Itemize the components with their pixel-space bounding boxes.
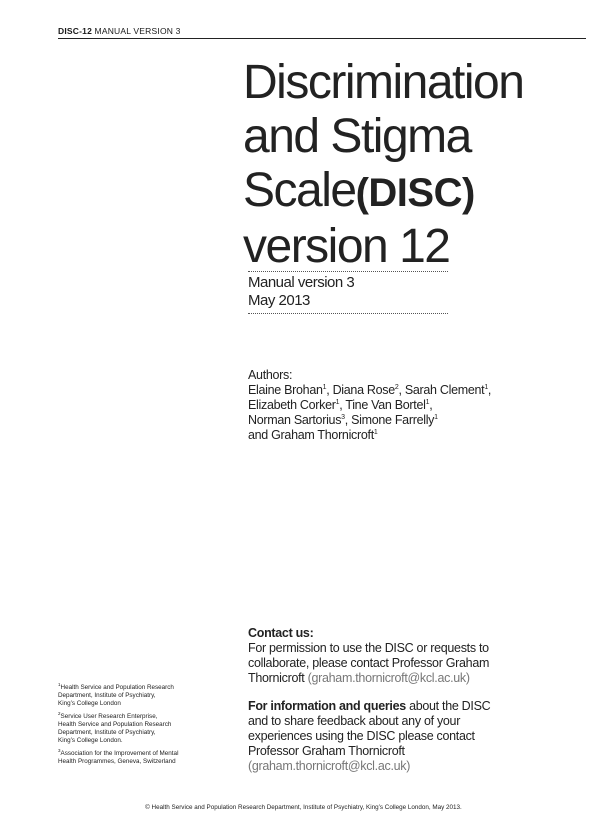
manual-date: May 2013 [248, 292, 310, 309]
contact-text [248, 671, 538, 686]
author-text: , Sarah Clement [398, 383, 485, 397]
header-version: MANUAL VERSION 3 [92, 26, 181, 36]
footnote-text: King’s College London [58, 700, 121, 707]
footnote-marker: 2 [58, 710, 61, 716]
contact-name: Thornicroft [248, 671, 308, 685]
affiliation-marker: 3 [341, 413, 345, 421]
affiliation-marker: 1 [434, 413, 438, 421]
author-text: Elizabeth Corker [248, 398, 336, 412]
footnote-3 [58, 747, 208, 766]
footnote-text: Department, Institute of Psychiatry, [58, 692, 156, 699]
footnote-2 [58, 710, 208, 745]
contact-text: collaborate, please contact Professor Graham [248, 656, 490, 670]
contact-email-link[interactable]: (graham.thornicroft@kcl.ac.uk) [307, 671, 470, 685]
affiliation-marker: 1 [335, 398, 340, 406]
manual-version-block [248, 271, 448, 314]
info-email-link[interactable]: (graham.thornicroft@kcl.ac.uk) [248, 759, 411, 773]
footnote-marker: 3 [58, 747, 61, 753]
info-text [248, 699, 538, 714]
info-text: and to share feedback about any of your [248, 714, 461, 728]
authors-line [248, 428, 528, 443]
info-text: Professor Graham Thornicroft [248, 744, 405, 758]
affiliation-footnotes [58, 681, 208, 771]
authors-block [248, 368, 528, 443]
footnote-1 [58, 681, 208, 708]
title-line-4: version 12 [243, 220, 450, 273]
author-text: , [487, 383, 492, 397]
affiliation-marker: 2 [394, 383, 399, 391]
copyright-footer: © Health Service and Population Research Department, Institute of Psychiatry, King’s College London, May 2013. [145, 804, 462, 811]
dotted-divider [248, 313, 448, 314]
authors-heading: Authors: [248, 368, 293, 382]
info-text-rest: about the DISC [405, 699, 491, 713]
running-header [58, 26, 586, 39]
footnote-text: Health Service and Population Research [60, 684, 174, 691]
author-text: , [429, 398, 433, 412]
affiliation-marker: 1 [322, 383, 327, 391]
authors-line [248, 383, 528, 398]
title-line-1: Discrimination [243, 56, 524, 109]
affiliation-marker: 1 [373, 428, 378, 436]
footnote-marker: 1 [58, 681, 61, 687]
author-text: , Diana Rose [326, 383, 395, 397]
authors-line [248, 398, 528, 413]
title-scale-word: Scale [243, 164, 356, 217]
title-line-3 [243, 164, 583, 220]
footnote-text: Health Service and Population Research [58, 721, 172, 728]
footnote-text: Association for the Improvement of Mental [60, 750, 179, 757]
author-text: , Tine Van Bortel [339, 398, 426, 412]
manual-version: Manual version 3 [248, 271, 448, 292]
info-text: experiences using the DISC please contact [248, 729, 475, 743]
footnote-text: Service User Research Enterprise, [60, 713, 158, 720]
info-heading: For information and queries [248, 699, 406, 713]
footnote-text: Health Programmes, Geneva, Switzerland [58, 758, 176, 765]
author-text: Norman Sartorius [248, 413, 342, 427]
author-text: , Simone Farrelly [344, 413, 435, 427]
title-acronym: (DISC) [355, 171, 475, 215]
author-text: Elaine Brohan [248, 383, 323, 397]
contact-heading: Contact us: [248, 626, 314, 640]
footnote-text: King’s College London. [58, 737, 123, 744]
contact-block [248, 626, 538, 774]
header-doc-code: DISC-12 [58, 26, 92, 36]
footnote-text: Department, Institute of Psychiatry, [58, 729, 156, 736]
authors-line [248, 413, 528, 428]
author-text: and Graham Thornicroft [248, 428, 374, 442]
affiliation-marker: 1 [484, 383, 488, 391]
contact-text: For permission to use the DISC or requests to [248, 641, 489, 655]
document-title [243, 56, 583, 274]
affiliation-marker: 1 [425, 398, 430, 406]
title-line-2: and Stigma [243, 110, 471, 163]
